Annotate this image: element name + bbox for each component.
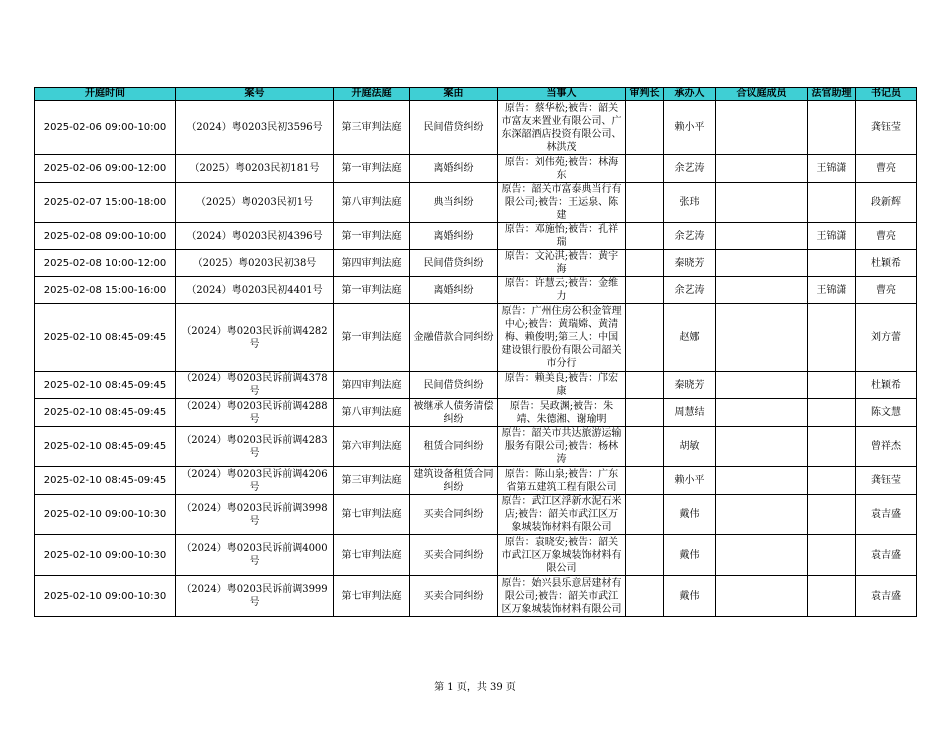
cause-cell: 典当纠纷	[410, 183, 498, 223]
members-cell	[716, 223, 808, 250]
judge-cell: 赵娜	[664, 304, 716, 372]
judge-cell: 戴伟	[664, 535, 716, 576]
cause-cell: 金融借款合同纠纷	[410, 304, 498, 372]
time-cell: 2025-02-08 09:00-10:00	[35, 223, 176, 250]
cause-cell: 民间借贷纠纷	[410, 250, 498, 277]
case-no-cell: （2024）粤0203民诉前调3999号	[176, 576, 334, 617]
header-assistant: 法官助理	[808, 88, 856, 101]
clerk-cell: 龚钰莹	[856, 101, 917, 155]
parties-cell: 原告：刘伟苑;被告：林海东	[498, 155, 626, 183]
clerk-cell: 段新辉	[856, 183, 917, 223]
table-row	[35, 250, 917, 277]
cause-cell: 建筑设备租赁合同纠纷	[410, 467, 498, 495]
presiding-cell	[626, 183, 664, 223]
header-presiding: 审判长	[626, 88, 664, 101]
members-cell	[716, 495, 808, 535]
header-members: 合议庭成员	[716, 88, 808, 101]
cause-cell: 买卖合同纠纷	[410, 535, 498, 576]
presiding-cell	[626, 427, 664, 467]
table-row	[35, 467, 917, 495]
assistant-cell	[808, 101, 856, 155]
presiding-cell	[626, 250, 664, 277]
judge-cell: 余艺涛	[664, 223, 716, 250]
case-no-cell: （2024）粤0203民诉前调4000号	[176, 535, 334, 576]
presiding-cell	[626, 495, 664, 535]
assistant-cell	[808, 399, 856, 427]
assistant-cell	[808, 495, 856, 535]
assistant-cell	[808, 535, 856, 576]
parties-cell: 原告：赖美良;被告：邝宏康	[498, 372, 626, 399]
time-cell: 2025-02-08 10:00-12:00	[35, 250, 176, 277]
cause-cell: 离婚纠纷	[410, 155, 498, 183]
time-cell: 2025-02-10 09:00-10:30	[35, 495, 176, 535]
case-no-cell: （2025）粤0203民初181号	[176, 155, 334, 183]
cause-cell: 租赁合同纠纷	[410, 427, 498, 467]
parties-cell: 原告：韶关市富泰典当行有限公司;被告：王运泉、陈建	[498, 183, 626, 223]
presiding-cell	[626, 467, 664, 495]
judge-cell: 赖小平	[664, 101, 716, 155]
judge-cell: 秦晓芳	[664, 250, 716, 277]
presiding-cell	[626, 223, 664, 250]
court-cell: 第七审判法庭	[334, 535, 410, 576]
presiding-cell	[626, 535, 664, 576]
members-cell	[716, 535, 808, 576]
time-cell: 2025-02-10 08:45-09:45	[35, 304, 176, 372]
members-cell	[716, 576, 808, 617]
time-cell: 2025-02-06 09:00-12:00	[35, 155, 176, 183]
parties-cell: 原告：蔡华松;被告：韶关市富友来置业有限公司、广东深韶酒店投资有限公司、林洪茂	[498, 101, 626, 155]
header-parties: 当事人	[498, 88, 626, 101]
cause-cell: 买卖合同纠纷	[410, 576, 498, 617]
clerk-cell: 刘方蕾	[856, 304, 917, 372]
parties-cell: 原告：陈山泉;被告：广东省第五建筑工程有限公司	[498, 467, 626, 495]
parties-cell: 原告：许慧云;被告：金维力	[498, 277, 626, 304]
court-cell: 第六审判法庭	[334, 427, 410, 467]
assistant-cell	[808, 183, 856, 223]
members-cell	[716, 427, 808, 467]
court-cell: 第一审判法庭	[334, 304, 410, 372]
members-cell	[716, 399, 808, 427]
assistant-cell	[808, 304, 856, 372]
cause-cell: 离婚纠纷	[410, 223, 498, 250]
table-header-row	[35, 88, 917, 101]
parties-cell: 原告：始兴县乐意居建材有限公司;被告：韶关市武江区万象城装饰材料有限公司	[498, 576, 626, 617]
judge-cell: 余艺涛	[664, 277, 716, 304]
presiding-cell	[626, 155, 664, 183]
header-judge: 承办人	[664, 88, 716, 101]
case-no-cell: （2024）粤0203民初4396号	[176, 223, 334, 250]
judge-cell: 张玮	[664, 183, 716, 223]
table-row	[35, 304, 917, 372]
presiding-cell	[626, 399, 664, 427]
clerk-cell: 袁吉盛	[856, 495, 917, 535]
clerk-cell: 龚钰莹	[856, 467, 917, 495]
page-footer: 第 1 页，共 39 页	[434, 682, 516, 693]
assistant-cell: 王锦潇	[808, 223, 856, 250]
parties-cell: 原告：吴政渊;被告：朱靖、朱德湘、谢瑜明	[498, 399, 626, 427]
members-cell	[716, 250, 808, 277]
presiding-cell	[626, 101, 664, 155]
table-row	[35, 495, 917, 535]
assistant-cell	[808, 250, 856, 277]
case-no-cell: （2024）粤0203民诉前调3998号	[176, 495, 334, 535]
case-no-cell: （2025）粤0203民初38号	[176, 250, 334, 277]
judge-cell: 戴伟	[664, 576, 716, 617]
court-cell: 第七审判法庭	[334, 495, 410, 535]
case-no-cell: （2024）粤0203民初3596号	[176, 101, 334, 155]
parties-cell: 原告：邓施怡;被告：孔祥瑞	[498, 223, 626, 250]
cause-cell: 民间借贷纠纷	[410, 372, 498, 399]
time-cell: 2025-02-07 15:00-18:00	[35, 183, 176, 223]
presiding-cell	[626, 277, 664, 304]
court-cell: 第四审判法庭	[334, 372, 410, 399]
court-cell: 第八审判法庭	[334, 183, 410, 223]
court-cell: 第三审判法庭	[334, 467, 410, 495]
cause-cell: 离婚纠纷	[410, 277, 498, 304]
case-no-cell: （2024）粤0203民诉前调4282号	[176, 304, 334, 372]
header-case-no: 案号	[176, 88, 334, 101]
case-no-cell: （2024）粤0203民诉前调4283号	[176, 427, 334, 467]
assistant-cell	[808, 372, 856, 399]
table-row	[35, 183, 917, 223]
assistant-cell	[808, 576, 856, 617]
case-no-cell: （2024）粤0203民诉前调4378号	[176, 372, 334, 399]
time-cell: 2025-02-10 08:45-09:45	[35, 427, 176, 467]
parties-cell: 原告：袁晓安;被告：韶关市武江区万象城装饰材料有限公司	[498, 535, 626, 576]
members-cell	[716, 183, 808, 223]
court-cell: 第八审判法庭	[334, 399, 410, 427]
time-cell: 2025-02-10 09:00-10:30	[35, 576, 176, 617]
header-court: 开庭法庭	[334, 88, 410, 101]
case-no-cell: （2025）粤0203民初1号	[176, 183, 334, 223]
court-cell: 第三审判法庭	[334, 101, 410, 155]
clerk-cell: 曹亮	[856, 277, 917, 304]
members-cell	[716, 101, 808, 155]
members-cell	[716, 304, 808, 372]
clerk-cell: 曾祥杰	[856, 427, 917, 467]
table-row	[35, 223, 917, 250]
court-cell: 第一审判法庭	[334, 277, 410, 304]
assistant-cell: 王锦潇	[808, 277, 856, 304]
assistant-cell	[808, 467, 856, 495]
table-row	[35, 427, 917, 467]
time-cell: 2025-02-08 15:00-16:00	[35, 277, 176, 304]
clerk-cell: 曹亮	[856, 155, 917, 183]
time-cell: 2025-02-10 08:45-09:45	[35, 372, 176, 399]
parties-cell: 原告：武江区浮新水泥石米店;被告：韶关市武江区万象城装饰材料有限公司	[498, 495, 626, 535]
members-cell	[716, 277, 808, 304]
parties-cell: 原告：韶关市共达旅游运输服务有限公司;被告：杨林涛	[498, 427, 626, 467]
time-cell: 2025-02-10 08:45-09:45	[35, 467, 176, 495]
assistant-cell: 王锦潇	[808, 155, 856, 183]
case-no-cell: （2024）粤0203民诉前调4288号	[176, 399, 334, 427]
court-cell: 第一审判法庭	[334, 223, 410, 250]
parties-cell: 原告：广州住房公积金管理中心;被告：黄瑞嫦、黄清梅、赖俊明;第三人：中国建设银行股份有限公司韶关市分行	[498, 304, 626, 372]
assistant-cell	[808, 427, 856, 467]
presiding-cell	[626, 372, 664, 399]
table-row	[35, 155, 917, 183]
table-row	[35, 576, 917, 617]
presiding-cell	[626, 576, 664, 617]
time-cell: 2025-02-10 08:45-09:45	[35, 399, 176, 427]
clerk-cell: 陈文慧	[856, 399, 917, 427]
members-cell	[716, 155, 808, 183]
judge-cell: 周慧结	[664, 399, 716, 427]
case-no-cell: （2024）粤0203民初4401号	[176, 277, 334, 304]
judge-cell: 胡敏	[664, 427, 716, 467]
cause-cell: 买卖合同纠纷	[410, 495, 498, 535]
header-time: 开庭时间	[35, 88, 176, 101]
table-row	[35, 372, 917, 399]
header-clerk: 书记员	[856, 88, 917, 101]
clerk-cell: 杜颖希	[856, 250, 917, 277]
cause-cell: 民间借贷纠纷	[410, 101, 498, 155]
case-no-cell: （2024）粤0203民诉前调4206号	[176, 467, 334, 495]
cause-cell: 被继承人债务清偿纠纷	[410, 399, 498, 427]
judge-cell: 余艺涛	[664, 155, 716, 183]
time-cell: 2025-02-06 09:00-10:00	[35, 101, 176, 155]
clerk-cell: 袁吉盛	[856, 535, 917, 576]
time-cell: 2025-02-10 09:00-10:30	[35, 535, 176, 576]
table-row	[35, 535, 917, 576]
clerk-cell: 袁吉盛	[856, 576, 917, 617]
hearing-schedule-table	[34, 87, 917, 617]
table-row	[35, 399, 917, 427]
members-cell	[716, 372, 808, 399]
judge-cell: 秦晓芳	[664, 372, 716, 399]
clerk-cell: 曹亮	[856, 223, 917, 250]
judge-cell: 戴伟	[664, 495, 716, 535]
table-row	[35, 101, 917, 155]
court-cell: 第四审判法庭	[334, 250, 410, 277]
header-cause: 案由	[410, 88, 498, 101]
judge-cell: 赖小平	[664, 467, 716, 495]
court-cell: 第一审判法庭	[334, 155, 410, 183]
members-cell	[716, 467, 808, 495]
table-row	[35, 277, 917, 304]
parties-cell: 原告：文沁淇;被告：黄宇海	[498, 250, 626, 277]
court-cell: 第七审判法庭	[334, 576, 410, 617]
presiding-cell	[626, 304, 664, 372]
clerk-cell: 杜颖希	[856, 372, 917, 399]
